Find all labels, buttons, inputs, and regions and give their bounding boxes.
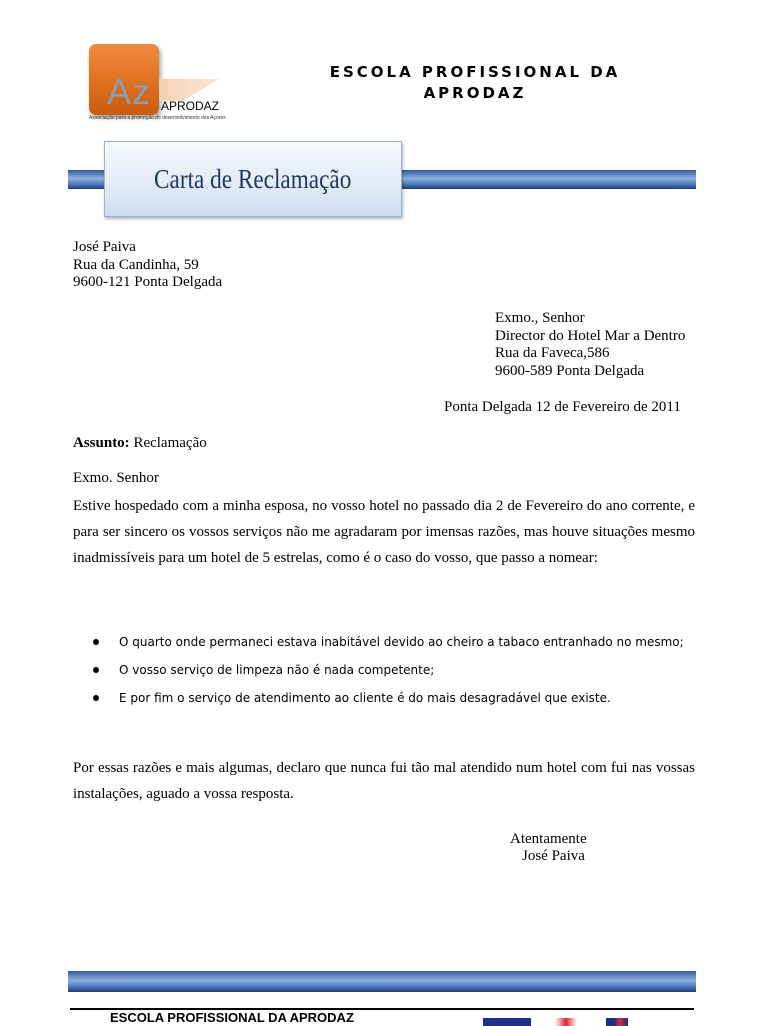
logo-letters: Az xyxy=(107,71,152,112)
logo-wing xyxy=(159,79,219,101)
list-item: O vosso serviço de limpeza não é nada competente; xyxy=(93,656,696,684)
eu-flag-icon xyxy=(483,1018,531,1026)
school-title-line1: ESCOLA PROFISSIONAL DA xyxy=(329,63,621,81)
doc-title-box xyxy=(104,141,402,217)
subject-label: Assunto: xyxy=(73,435,130,451)
partner-logo-icon xyxy=(555,1018,577,1026)
recipient-salutation: Exmo., Senhor xyxy=(495,310,585,326)
recipient-block xyxy=(495,310,685,380)
footer-school-name: ESCOLA PROFISSIONAL DA APRODAZ xyxy=(110,1010,354,1025)
logo-tagline: Associação para a promoção do desenvolvimento dos Açores xyxy=(89,115,226,121)
logo-name: APRODAZ xyxy=(161,99,220,113)
complaint-list xyxy=(93,628,696,712)
closing-paragraph: Por essas razões e mais algumas, declaro que nunca fui tão mal atendido num hotel com fui nas vossas instalações, aguado a vossa resposta. xyxy=(73,760,695,802)
sender-name: José Paiva xyxy=(73,239,136,255)
footer-bar xyxy=(68,971,696,992)
sender-street: Rua da Candinha, 59 xyxy=(73,256,199,273)
sender-block xyxy=(73,239,222,292)
letter-date: Ponta Delgada 12 de Fevereiro de 2011 xyxy=(444,399,681,415)
doc-title: Carta de Reclamação xyxy=(154,163,352,194)
bullet-dot xyxy=(93,695,99,701)
region-flag-icon xyxy=(606,1018,628,1026)
subject-value: Reclamação xyxy=(133,435,207,451)
school-title xyxy=(290,62,660,104)
bullet-dot xyxy=(93,667,99,673)
intro-paragraph: Estive hospedado com a minha esposa, no vosso hotel no passado dia 2 de Fevereiro do ano corrente, e para ser sincero os vossos serviços não me agradaram por imensas razões, mas houve situações mesmo inadmissíveis para um hotel de 5 estrelas, como é o caso do vosso, que passo a nomear: xyxy=(73,498,695,566)
subject-line xyxy=(73,435,207,453)
recipient-title: Director do Hotel Mar a Dentro xyxy=(495,327,686,344)
list-item: E por fim o serviço de atendimento ao cliente é do mais desagradável que existe. xyxy=(93,684,696,712)
list-item: O quarto onde permaneci estava inabitável devido ao cheiro a tabaco entranhado no mesmo; xyxy=(93,628,696,656)
signoff-word: Atentamente xyxy=(510,831,587,847)
sender-city: 9600-121 Ponta Delgada xyxy=(73,274,223,290)
signoff-name: José Paiva xyxy=(522,848,585,864)
bullet-dot xyxy=(93,639,99,645)
greeting: Exmo. Senhor xyxy=(73,470,159,486)
recipient-city: 9600-589 Ponta Delgada xyxy=(495,362,645,379)
school-title-line2: APRODAZ xyxy=(423,84,527,102)
recipient-street: Rua da Faveca,586 xyxy=(495,345,610,361)
